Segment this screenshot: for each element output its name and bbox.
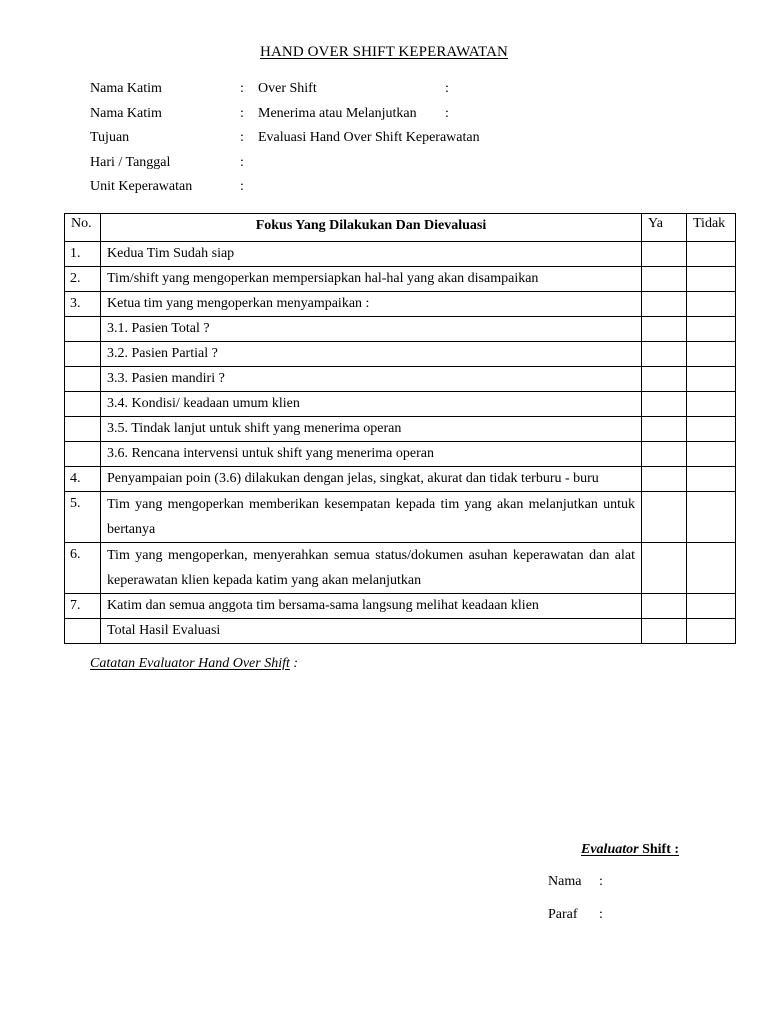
row-text: 3.1. Pasien Total ? xyxy=(101,317,642,342)
row-number: 3. xyxy=(65,292,101,317)
row-number: 6. xyxy=(65,543,101,594)
table-row xyxy=(65,467,736,492)
row-text: 3.2. Pasien Partial ? xyxy=(101,342,642,367)
row-text: Tim yang mengoperkan, menyerahkan semua status/dokumen asuhan keperawatan dan alat keperawatan klien kepada katim yang akan melanjutkan xyxy=(101,543,642,594)
info-colon-2: : xyxy=(445,105,449,121)
evaluator-word: Evaluator xyxy=(581,842,639,857)
table-row xyxy=(65,342,736,367)
info-label: Nama Katim xyxy=(90,105,162,121)
table-row-total xyxy=(65,619,736,644)
row-number: 2. xyxy=(65,267,101,292)
tidak-cell[interactable] xyxy=(687,317,736,342)
row-text: 3.5. Tindak lanjut untuk shift yang menerima operan xyxy=(101,417,642,442)
ya-cell[interactable] xyxy=(642,417,687,442)
ya-cell[interactable] xyxy=(642,267,687,292)
header-tidak: Tidak xyxy=(687,214,736,242)
info-colon: : xyxy=(240,81,244,96)
ya-cell[interactable] xyxy=(642,367,687,392)
header-ya: Ya xyxy=(642,214,687,242)
tidak-cell[interactable] xyxy=(687,417,736,442)
ya-cell[interactable] xyxy=(642,619,687,644)
evaluator-sign-row xyxy=(548,907,603,923)
tidak-cell[interactable] xyxy=(687,342,736,367)
info-value: Over Shift xyxy=(258,81,317,96)
table-row xyxy=(65,367,736,392)
row-text: 3.4. Kondisi/ keadaan umum klien xyxy=(101,392,642,417)
ya-cell[interactable] xyxy=(642,317,687,342)
ya-cell[interactable] xyxy=(642,594,687,619)
ya-cell[interactable] xyxy=(642,467,687,492)
table-row xyxy=(65,492,736,543)
info-colon: : xyxy=(240,154,244,170)
ya-cell[interactable] xyxy=(642,292,687,317)
notes-label-suffix: : xyxy=(289,656,299,671)
table-row xyxy=(65,242,736,267)
ya-cell[interactable] xyxy=(642,392,687,417)
info-label: Hari / Tanggal xyxy=(90,154,171,170)
row-text: Tim yang mengoperkan memberikan kesempatan kepada tim yang akan melanjutkan untuk bertanya xyxy=(101,492,642,543)
evaluator-heading xyxy=(581,842,679,858)
tidak-cell[interactable] xyxy=(687,267,736,292)
evaluator-sign-label: Paraf xyxy=(548,907,578,922)
row-number: 7. xyxy=(65,594,101,619)
info-label: Tujuan xyxy=(90,130,130,145)
evaluation-table xyxy=(64,213,736,644)
table-row xyxy=(65,392,736,417)
tidak-cell[interactable] xyxy=(687,292,736,317)
row-number xyxy=(65,367,101,392)
tidak-cell[interactable] xyxy=(687,594,736,619)
table-header-row xyxy=(65,214,736,242)
tidak-cell[interactable] xyxy=(687,242,736,267)
evaluator-rest: Shift : xyxy=(638,842,680,857)
row-text: Ketua tim yang mengoperkan menyampaikan : xyxy=(101,292,642,317)
row-number xyxy=(65,442,101,467)
info-label: Unit Keperawatan xyxy=(90,179,193,194)
row-number: 1. xyxy=(65,242,101,267)
row-text: Total Hasil Evaluasi xyxy=(101,619,642,644)
info-colon: : xyxy=(240,179,244,194)
ya-cell[interactable] xyxy=(642,492,687,543)
ya-cell[interactable] xyxy=(642,442,687,467)
header-no: No. xyxy=(65,214,101,242)
evaluator-notes-label xyxy=(90,656,298,672)
info-colon: : xyxy=(240,105,244,121)
ya-cell[interactable] xyxy=(642,242,687,267)
evaluator-name-colon: : xyxy=(599,874,603,889)
row-text: 3.6. Rencana intervensi untuk shift yang menerima operan xyxy=(101,442,642,467)
info-label: Nama Katim xyxy=(90,81,162,96)
row-text: 3.3. Pasien mandiri ? xyxy=(101,367,642,392)
row-text: Katim dan semua anggota tim bersama-sama langsung melihat keadaan klien xyxy=(101,594,642,619)
ya-cell[interactable] xyxy=(642,543,687,594)
row-number xyxy=(65,619,101,644)
tidak-cell[interactable] xyxy=(687,392,736,417)
table-row xyxy=(65,317,736,342)
row-number: 4. xyxy=(65,467,101,492)
tidak-cell[interactable] xyxy=(687,467,736,492)
row-number xyxy=(65,342,101,367)
info-value: Evaluasi Hand Over Shift Keperawatan xyxy=(258,130,480,145)
table-row xyxy=(65,417,736,442)
evaluator-name-row xyxy=(548,874,603,890)
table-row xyxy=(65,292,736,317)
table-row xyxy=(65,594,736,619)
info-colon: : xyxy=(240,130,244,145)
evaluator-sign-colon: : xyxy=(599,907,603,922)
tidak-cell[interactable] xyxy=(687,492,736,543)
table-row xyxy=(65,267,736,292)
ya-cell[interactable] xyxy=(642,342,687,367)
header-focus: Fokus Yang Dilakukan Dan Dievaluasi xyxy=(101,214,642,242)
row-number xyxy=(65,392,101,417)
info-colon-2: : xyxy=(445,81,449,96)
tidak-cell[interactable] xyxy=(687,619,736,644)
row-number xyxy=(65,317,101,342)
evaluator-name-label: Nama xyxy=(548,874,582,889)
table-row xyxy=(65,442,736,467)
row-text: Tim/shift yang mengoperkan mempersiapkan hal-hal yang akan disampaikan xyxy=(101,267,642,292)
row-text: Kedua Tim Sudah siap xyxy=(101,242,642,267)
tidak-cell[interactable] xyxy=(687,543,736,594)
info-value: Menerima atau Melanjutkan xyxy=(258,105,417,121)
notes-label-text: Catatan Evaluator Hand Over Shift xyxy=(90,656,290,671)
row-text: Penyampaian poin (3.6) dilakukan dengan jelas, singkat, akurat dan tidak terburu - buru xyxy=(101,467,642,492)
row-number: 5. xyxy=(65,492,101,543)
tidak-cell[interactable] xyxy=(687,367,736,392)
table-row xyxy=(65,543,736,594)
tidak-cell[interactable] xyxy=(687,442,736,467)
row-number xyxy=(65,417,101,442)
document-title: HAND OVER SHIFT KEPERAWATAN xyxy=(260,44,508,60)
